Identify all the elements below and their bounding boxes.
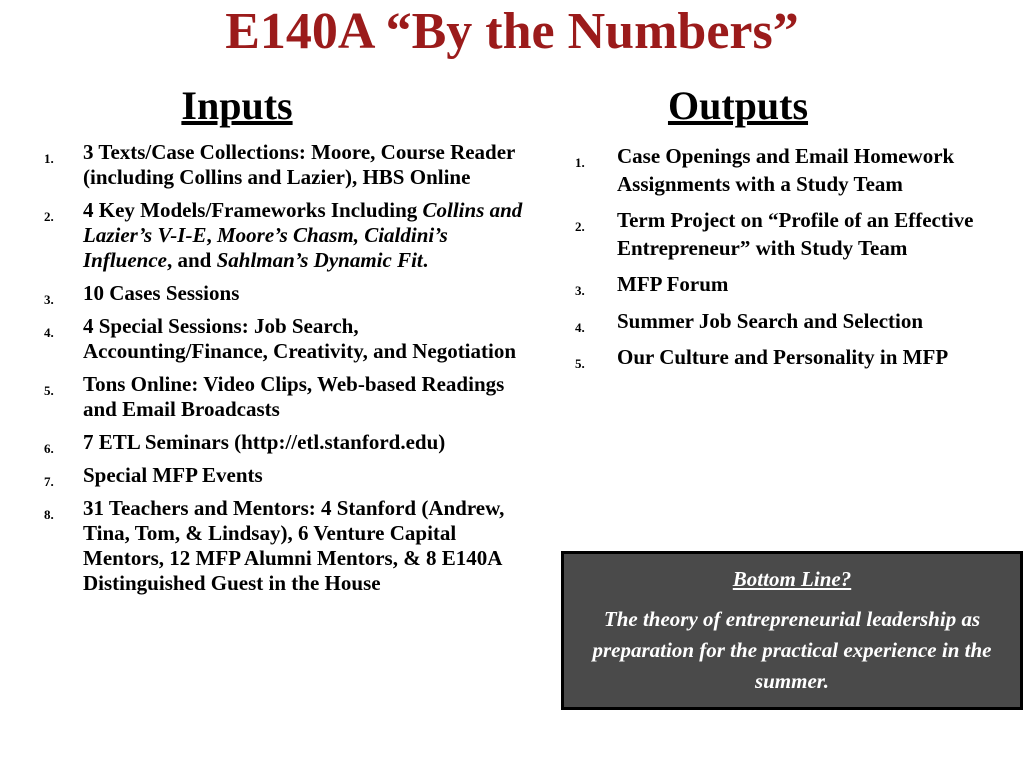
bottom-line-box	[561, 551, 1023, 710]
inputs-item	[44, 496, 534, 596]
inputs-list	[44, 140, 534, 604]
outputs-item-text: MFP Forum	[617, 272, 729, 296]
inputs-heading: Inputs	[181, 83, 293, 128]
bottom-line-text: The theory of entrepreneurial leadership as preparation for the practical experience in the summer.	[592, 607, 992, 693]
inputs-item-text: Sahlman’s Dynamic Fit	[216, 248, 423, 272]
inputs-item-number: 8.	[44, 507, 54, 522]
inputs-item-text: .	[422, 248, 429, 272]
inputs-item	[44, 372, 534, 422]
inputs-item	[44, 463, 534, 488]
inputs-item-text: , and	[167, 248, 217, 272]
inputs-item-text: 3 Texts/Case Collections: Moore, Course Reader (including Collins and Lazier), HBS Online	[83, 140, 515, 189]
outputs-item-text: Term Project on “Profile of an Effective Entrepreneur” with Study Team	[617, 208, 974, 260]
outputs-item-text: Case Openings and Email Homework Assignments with a Study Team	[617, 144, 955, 196]
outputs-item-number: 1.	[575, 155, 585, 170]
inputs-item-number: 5.	[44, 383, 54, 398]
outputs-item	[575, 308, 975, 336]
inputs-item-text: 31 Teachers and Mentors: 4 Stanford (Andrew, Tina, Tom, & Lindsay), 6 Venture Capital Mentors, 12 MFP Alumni Mentors, & 8 E140A Distinguished Guest in the House	[83, 496, 505, 595]
inputs-item-number: 3.	[44, 292, 54, 307]
outputs-item	[575, 271, 975, 299]
inputs-item	[44, 314, 534, 364]
outputs-item-text: Our Culture and Personality in MFP	[617, 345, 949, 369]
inputs-item-number: 6.	[44, 441, 54, 456]
bottom-line-heading: Bottom Line?	[732, 567, 852, 591]
inputs-item-text: Collins and Lazier’s V-I-E	[83, 198, 523, 247]
inputs-item-number: 7.	[44, 474, 54, 489]
inputs-item-text: 4 Special Sessions: Job Search, Accounting/Finance, Creativity, and Negotiation	[83, 314, 517, 363]
inputs-item-text: ,	[206, 223, 217, 247]
slide-title: E140A “By the Numbers”	[225, 3, 799, 60]
outputs-item-number: 4.	[575, 319, 585, 335]
inputs-item-number: 2.	[44, 209, 54, 224]
outputs-item-number: 3.	[575, 283, 585, 298]
outputs-item-number: 2.	[575, 219, 585, 234]
inputs-item-number: 4.	[44, 325, 54, 340]
outputs-heading: Outputs	[667, 83, 809, 128]
inputs-item	[44, 198, 534, 273]
inputs-item-text: 4 Key Models/Frameworks Including	[83, 198, 423, 222]
inputs-item	[44, 430, 534, 455]
inputs-item-text: Moore’s Chasm, Cialdini’s Influence	[83, 223, 448, 272]
inputs-item-text: Tons Online: Video Clips, Web-based Readings and Email Broadcasts	[83, 372, 505, 421]
outputs-item-text: Summer Job Search and Selection	[617, 308, 924, 333]
outputs-list	[575, 143, 975, 381]
inputs-item-number: 1.	[44, 151, 54, 166]
outputs-item	[575, 207, 975, 262]
inputs-item	[44, 281, 534, 306]
outputs-item-number: 5.	[575, 356, 585, 371]
inputs-item-text: 7 ETL Seminars (http://etl.stanford.edu)	[83, 430, 446, 454]
inputs-item-text: Special MFP Events	[83, 463, 263, 487]
inputs-item-text: 10 Cases Sessions	[83, 281, 240, 305]
outputs-item	[575, 344, 975, 372]
outputs-item	[575, 143, 975, 198]
inputs-item	[44, 140, 534, 190]
